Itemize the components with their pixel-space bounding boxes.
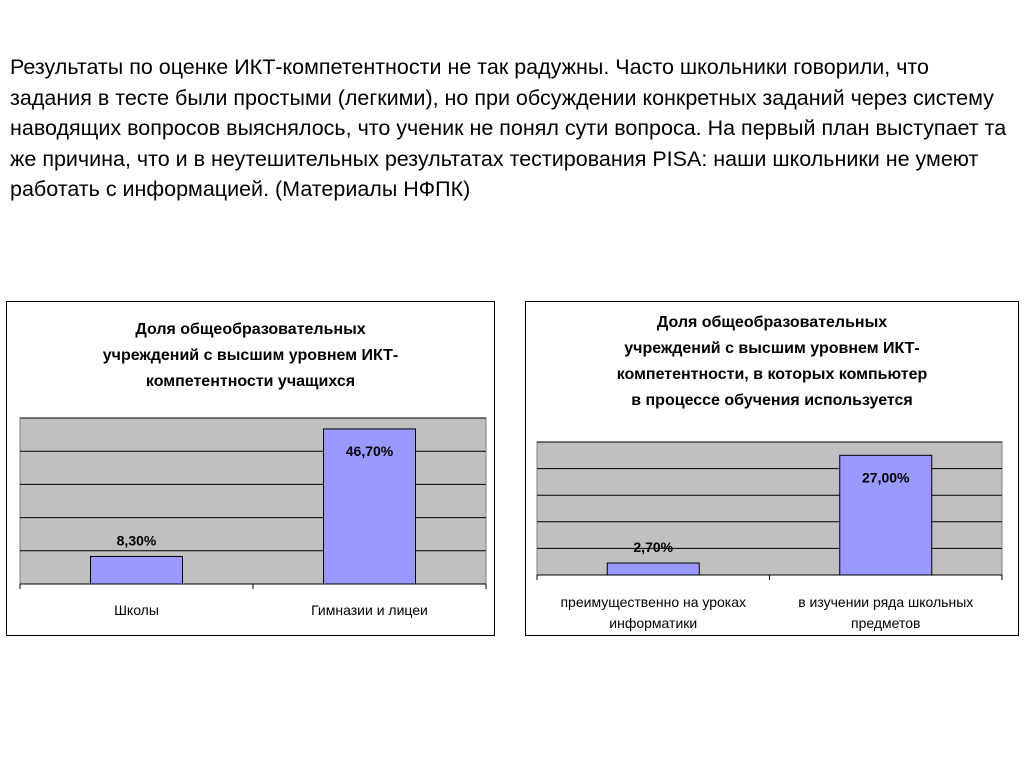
chart-title-line: в процессе обучения используется [631, 392, 913, 409]
category-label: Гимназии и лицеи [311, 602, 428, 618]
bar [91, 556, 183, 584]
intro-paragraph: Результаты по оценке ИКТ-компетентности не так радужны. Часто школьники говорили, что задания в тесте были простыми (легкими), но при обсуждении конкретных заданий через систему наводящих вопросов выяснялось, что ученик не понял сути вопроса. На первый план выступает та же причина, что и в неутешительных результатах тестирования PISA: наши школьники не умеют работать с информацией. (Материалы НФПК) [10, 55, 1007, 201]
bar-chart-plot [526, 302, 1018, 635]
chart-computer-use-ict [525, 301, 1019, 636]
category-label: в изучении ряда школьных [798, 594, 974, 610]
bar-chart-plot [7, 302, 494, 635]
chart-title-line: компетентности учащихся [145, 373, 356, 390]
bar-value-label: 2,70% [633, 539, 674, 556]
chart-title-line: компетентности, в которых компьютер [616, 366, 928, 383]
bar [607, 563, 699, 575]
bar-value-label: 27,00% [862, 469, 910, 486]
chart-title-line: Доля общеобразовательных [135, 321, 366, 338]
plot-area [20, 418, 486, 584]
chart-schools-ict [6, 301, 495, 636]
category-label: информатики [609, 615, 698, 631]
chart-title-line: учреждений с высшим уровнем ИКТ- [624, 340, 920, 357]
chart-title-line: учреждений с высшим уровнем ИКТ- [102, 347, 399, 364]
category-label: Школы [114, 602, 159, 618]
chart-title-line: Доля общеобразовательных [656, 314, 888, 331]
category-label: преимущественно на уроках [560, 594, 747, 610]
bar-value-label: 46,70% [345, 442, 394, 459]
bar-value-label: 8,30% [116, 532, 157, 549]
category-label: предметов [851, 615, 921, 631]
